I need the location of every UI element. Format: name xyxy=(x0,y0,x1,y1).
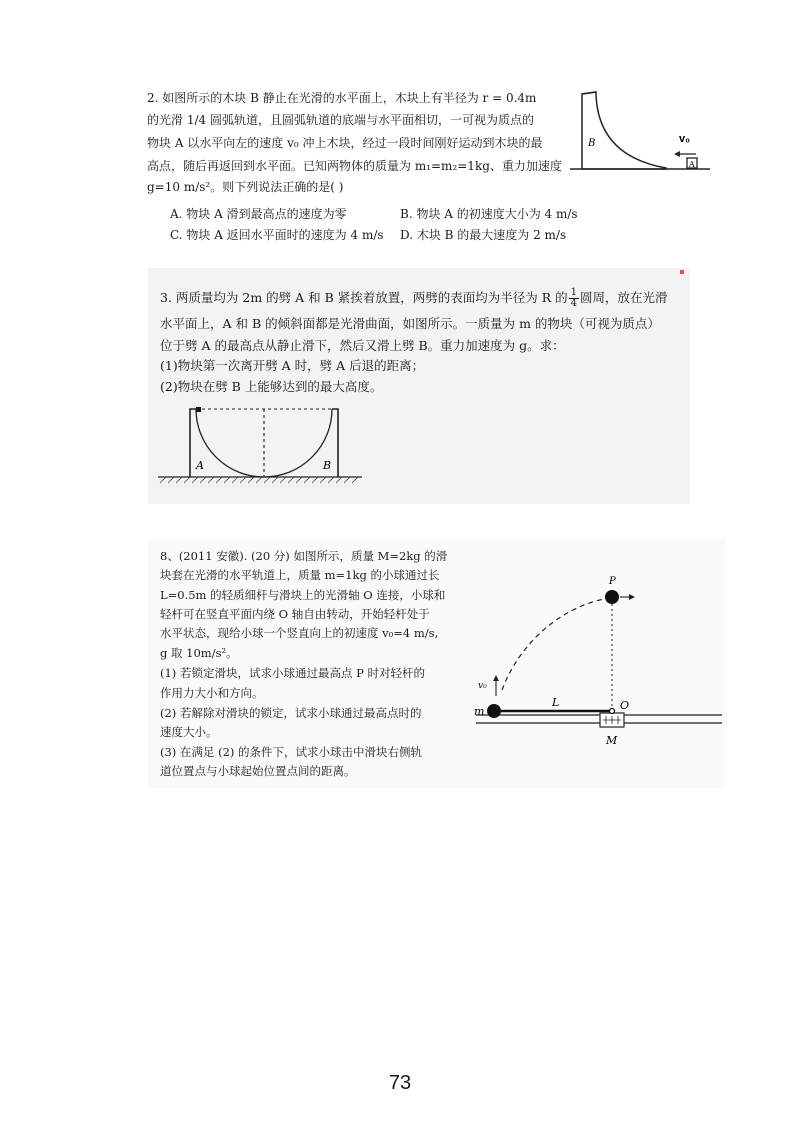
q8-line-5: 水平状态，现给小球一个竖直向上的初速度 v₀=4 m/s, xyxy=(160,626,439,640)
q3-line-2: 水平面上，A 和 B 的倾斜面都是光滑曲面，如图所示。一质量为 m 的物块（可视为质点） xyxy=(160,316,660,331)
q3-line-1-start: 3. 两质量均为 2m 的劈 A 和 B 紧挨着放置，两劈的表面均为半径为 R 的 xyxy=(160,290,568,305)
q8-line-1: 8、(2011 安徽). (20 分) 如图所示，质量 M=2kg 的滑 xyxy=(160,549,448,563)
q2-option-a: A. 物块 A 滑到最高点的速度为零 xyxy=(170,207,347,221)
q2-option-b: B. 物块 A 的初速度大小为 4 m/s xyxy=(400,207,578,221)
q8-pivot-o xyxy=(610,709,615,714)
q8-pivot-label: O xyxy=(620,699,630,712)
q3-line-4: (1)物块第一次离开劈 A 时，劈 A 后退的距离； xyxy=(160,358,425,373)
q8-rod-length-label: L xyxy=(552,696,560,709)
q2-block-b-shape xyxy=(582,92,666,169)
page-number: 73 xyxy=(388,1072,412,1094)
q8-line-3: L=0.5m 的轻质细杆与滑块上的光滑轴 O 连接，小球和 xyxy=(160,588,446,602)
q3-wedge-b-outline xyxy=(332,409,338,477)
q8-line-11: (3) 在满足 (2) 的条件下，试求小球击中滑块右侧轨 xyxy=(160,745,423,759)
q8-line-10: 速度大小。 xyxy=(160,725,218,739)
q8-trajectory-dashed xyxy=(502,598,609,690)
q3-figure-two-wedges xyxy=(156,404,364,496)
q8-line-2: 块套在光滑的水平轨道上，质量 m=1kg 的小球通过长 xyxy=(160,568,440,582)
q8-line-4: 轻杆可在竖直平面内绕 O 轴自由转动，开始轻杆处于 xyxy=(160,607,430,621)
q3-wedge-b-label: B xyxy=(323,459,332,472)
q3-fraction-quarter xyxy=(569,288,579,309)
q8-line-12: 道位置点与小球起始位置点间的距离。 xyxy=(160,764,356,778)
q2-velocity-label: v₀ xyxy=(679,133,691,145)
q8-initial-velocity-label: v₀ xyxy=(478,681,487,691)
q2-block-b-label: B xyxy=(588,138,596,149)
q8-line-7: (1) 若锁定滑块，试求小球通过最高点 P 时对轻杆的 xyxy=(160,666,425,680)
q3-line-5: (2)物块在劈 B 上能够达到的最大高度。 xyxy=(160,379,383,394)
q2-option-d: D. 木块 B 的最大速度为 2 m/s xyxy=(400,228,567,242)
q8-top-point-label: P xyxy=(609,576,616,587)
q8-slider-label: M xyxy=(606,734,618,747)
q2-line-2: 的光滑 1/4 圆弧轨道，且圆弧轨道的底端与水平面相切，一可视为质点的 xyxy=(147,113,534,127)
q8-line-8: 作用力大小和方向。 xyxy=(160,686,264,700)
q2-line-1: 2. 如图所示的木块 B 静止在光滑的水平面上，木块上有半径为 r = 0.4m xyxy=(147,91,537,105)
q3-fraction-denominator: 4 xyxy=(570,298,577,309)
q3-wedge-a-arc xyxy=(196,409,264,477)
q3-fraction-numerator: 1 xyxy=(570,287,577,298)
q3-wedge-a-label: A xyxy=(196,459,204,472)
q8-ball-top xyxy=(605,590,619,604)
q2-small-block-a-label: A xyxy=(689,160,695,169)
q8-line-9: (2) 若解除对滑块的锁定，试求小球通过最高点时的 xyxy=(160,706,422,720)
q2-line-4: 高点，随后再返回到水平面。已知两物体的质量为 m₁=m₂=1kg、重力加速度 xyxy=(147,159,562,173)
q3-line-1-end: 圆周，放在光滑 xyxy=(580,290,668,305)
q2-line-5: g=10 m/s²。则下列说法正确的是( ) xyxy=(147,180,344,194)
q3-ground-hatching xyxy=(160,477,358,483)
q2-line-3: 物块 A 以水平向左的速度 v₀ 冲上木块，经过一段时间刚好运动到木块的最 xyxy=(147,136,543,150)
q8-figure-rod-and-slider xyxy=(472,572,726,760)
q3-line-3: 位于劈 A 的最高点从静止滑下，然后又滑上劈 B。重力加速度为 g。求： xyxy=(160,338,565,353)
q3-wedge-b-arc xyxy=(264,409,332,477)
q2-figure-block-with-arc xyxy=(568,78,714,178)
q8-ball-start xyxy=(487,704,501,718)
q8-line-6: g 取 10m/s²。 xyxy=(160,646,238,660)
q3-line-1 xyxy=(160,287,668,309)
red-mark xyxy=(680,270,684,274)
q8-ball-mass-label: m xyxy=(474,705,485,718)
q2-option-c: C. 物块 A 返回水平面时的速度为 4 m/s xyxy=(170,228,384,242)
